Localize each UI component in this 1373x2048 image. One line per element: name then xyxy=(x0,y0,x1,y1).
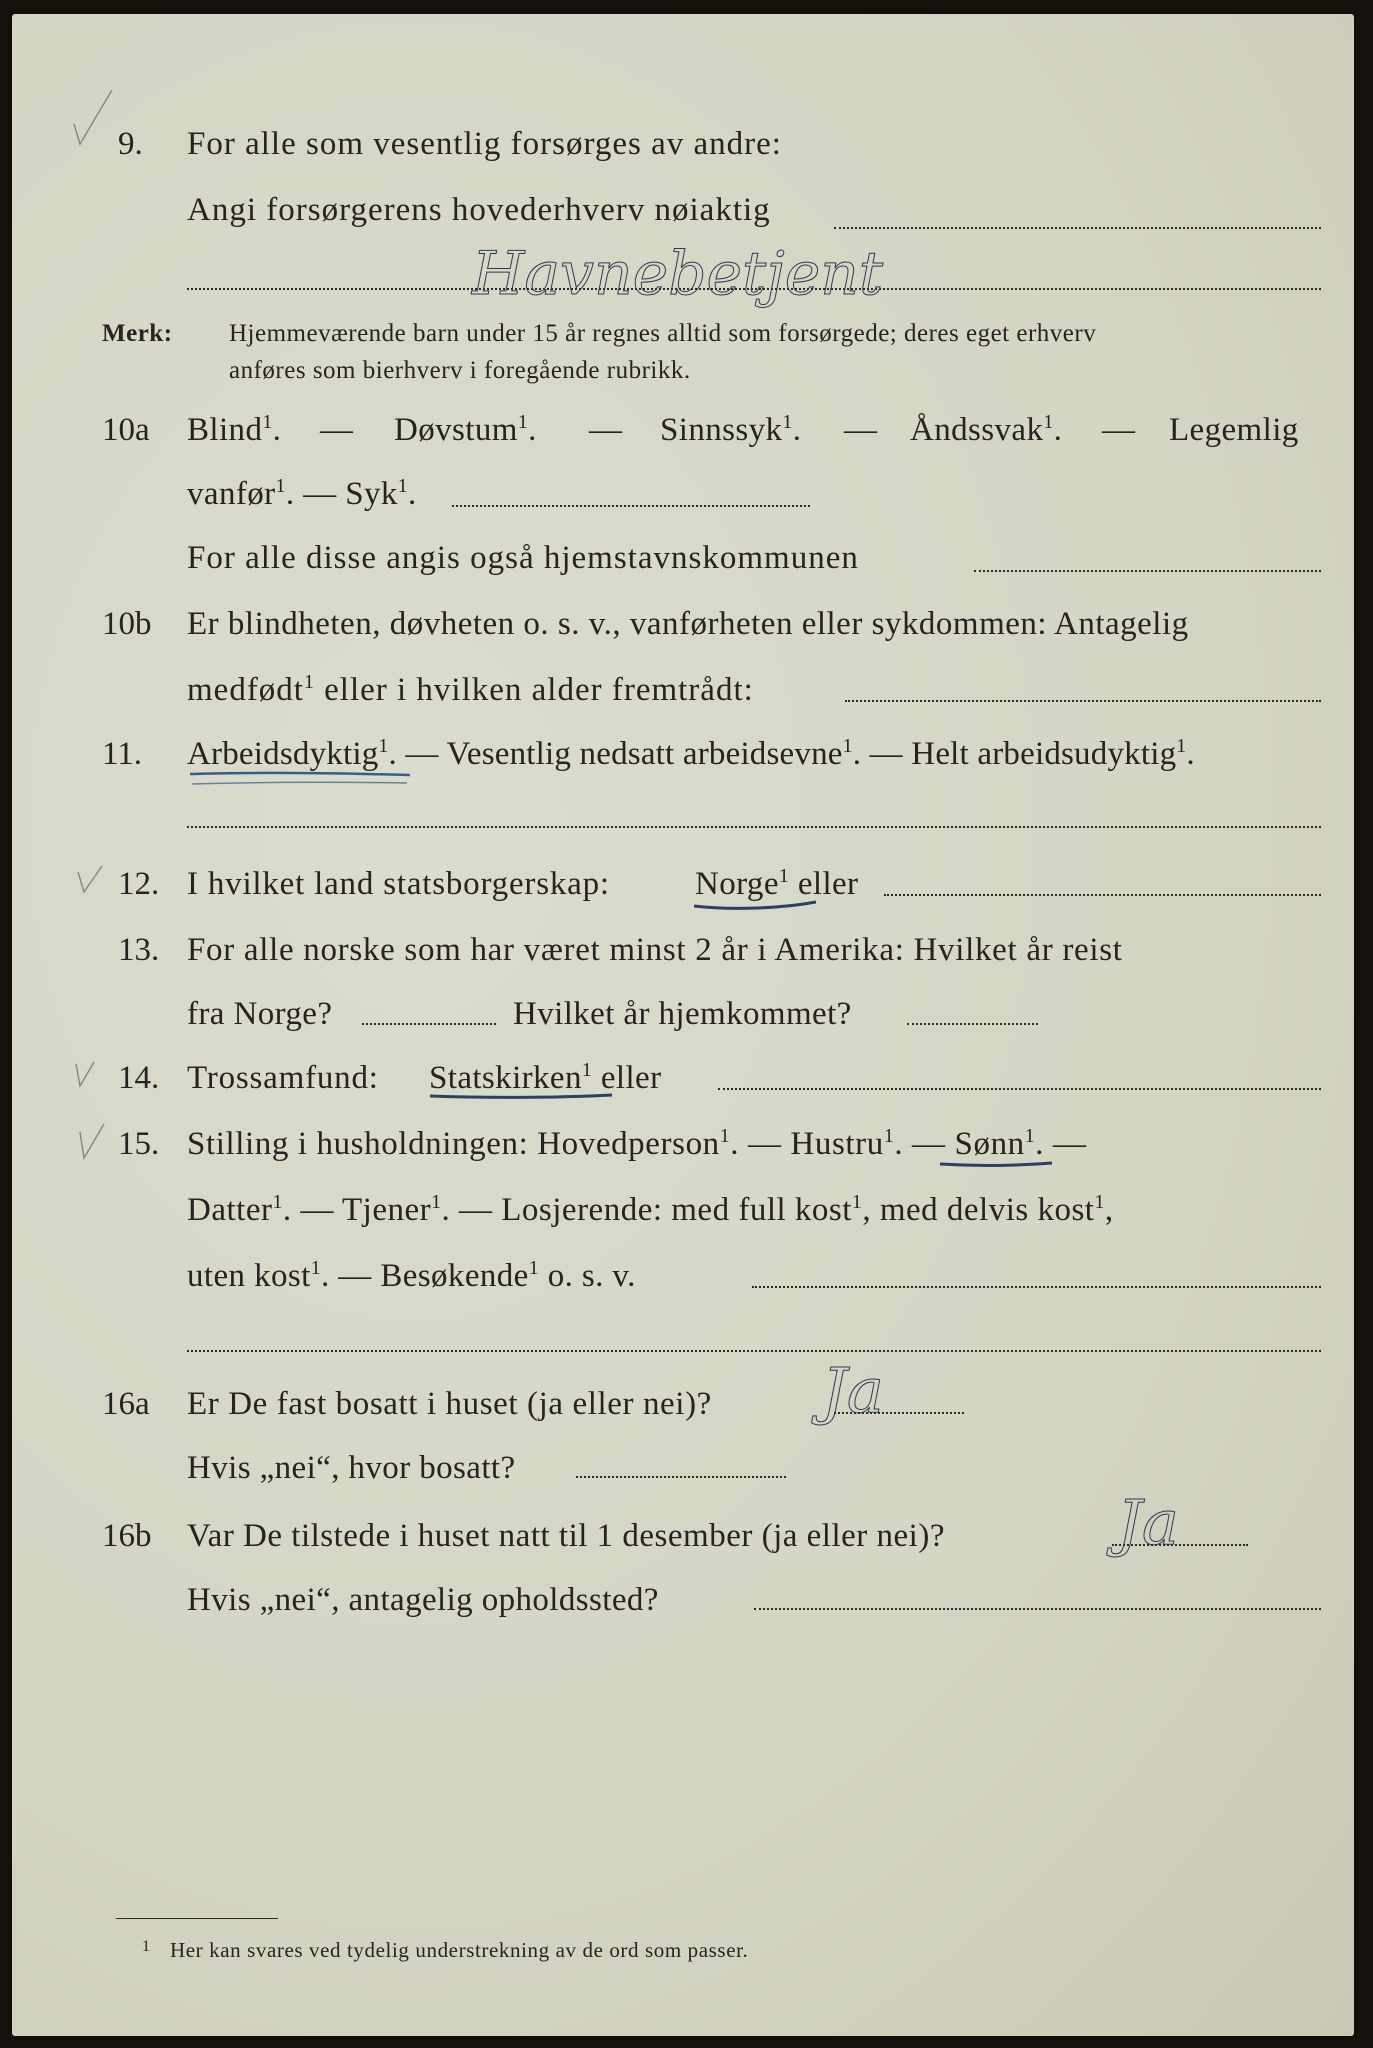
q10a-andssvak: Åndssvak$^1$. xyxy=(910,411,1063,448)
q13-fra: fra Norge? xyxy=(187,996,333,1032)
q10a-vanfor: vanfør$^1$. — Syk$^1$. xyxy=(187,475,417,512)
q15-line2: Datter$^1$. — Tjener$^1$. — Losjerende: med full kost$^1$, med delvis kost$^1$, xyxy=(187,1191,1114,1228)
q10a-legemlig: Legemlig xyxy=(1169,412,1299,448)
merk-line2: anføres som bierhverv i foregående rubrikk. xyxy=(229,357,691,384)
q10a-hjemstavn-line xyxy=(974,570,1321,572)
q15-check-mark xyxy=(74,1120,114,1170)
q13-reist-line xyxy=(362,1023,496,1025)
q13-number: 13. xyxy=(118,932,160,968)
footnote-rule xyxy=(116,1918,278,1919)
merk-label: Merk: xyxy=(102,320,173,347)
q10a-dash-3: — xyxy=(844,412,878,448)
q16b-answer-text: Ja xyxy=(1117,1486,1179,1559)
q9-answer-line-1 xyxy=(834,227,1321,229)
q10a-dovstum: Døvstum$^1$. xyxy=(394,411,537,448)
q16b-handwritten-answer xyxy=(1072,1484,1272,1614)
q16b-line1: Var De tilstede i huset natt til 1 desember (ja eller nei)? xyxy=(187,1518,945,1554)
q10b-line1: Er blindheten, døvheten o. s. v., vanførheten eller sykdommen: Antagelig xyxy=(187,606,1189,642)
q12-number: 12. xyxy=(118,866,160,902)
q15-line1: Stilling i husholdningen: Hovedperson$^1$. — Hustru$^1$. — Sønn$^1$. — xyxy=(187,1125,1087,1162)
q9-handwritten-answer xyxy=(452,232,1352,322)
q12-text: I hvilket land statsborgerskap: xyxy=(187,866,610,902)
q9-line2: Angi forsørgerens hovederhverv nøiaktig xyxy=(187,192,771,228)
q14-answer-line xyxy=(718,1088,1321,1090)
q10a-dash-4: — xyxy=(1102,412,1136,448)
q13-hjem: Hvilket år hjemkommet? xyxy=(513,996,852,1032)
merk-line1: Hjemmeværende barn under 15 år regnes alltid som forsørgede; deres eget erhverv xyxy=(229,320,1097,347)
footnote-mark: 1 xyxy=(142,1938,151,1955)
q10b-number: 10b xyxy=(102,606,152,642)
footnote-text: Her kan svares ved tydelig understrekning av de ord som passer. xyxy=(170,1938,749,1962)
q9-answer-note: Havnekontor xyxy=(1012,254,1277,300)
q9-answer-text: Havnebetjent xyxy=(472,239,884,309)
q15-hustru: Hustru xyxy=(790,1126,884,1162)
q11-arbeidsdyktig: Arbeidsdyktig xyxy=(187,736,379,772)
q11-answer-line xyxy=(187,826,1321,828)
census-form-page xyxy=(12,14,1354,2036)
q16a-number: 16a xyxy=(102,1386,150,1422)
q10a-dash-2: — xyxy=(589,412,623,448)
q10a-line3: For alle disse angis også hjemstavnskommunen xyxy=(187,540,859,576)
q16a-line1: Er De fast bosatt i huset (ja eller nei)? xyxy=(187,1386,712,1422)
q15-number: 15. xyxy=(118,1126,160,1162)
q13-line1: For alle norske som har været minst 2 år i Amerika: Hvilket år reist xyxy=(187,932,1123,968)
q13-hjem-line xyxy=(907,1023,1038,1025)
q10a-number: 10a xyxy=(102,412,150,448)
q14-number: 14. xyxy=(118,1060,160,1096)
q16a-answer-text: Ja xyxy=(822,1354,884,1427)
q12-norge: Norge$^1$ eller xyxy=(695,865,859,902)
q9-answer-line-2 xyxy=(187,288,1321,290)
q16b-where-line xyxy=(754,1608,1321,1610)
q15-answer-line-2 xyxy=(187,1350,1321,1352)
q9-line1: For alle som vesentlig forsørges av andre: xyxy=(187,126,782,162)
q16a-handwritten-answer xyxy=(792,1354,992,1474)
q11-number: 11. xyxy=(102,736,143,772)
q16b-number: 16b xyxy=(102,1518,152,1554)
q10a-dash-1: — xyxy=(320,412,354,448)
q10a-sinnssyk: Sinnssyk$^1$. xyxy=(660,411,802,448)
q15-answer-line xyxy=(752,1286,1321,1288)
q10a-answer-line xyxy=(452,505,810,507)
q16a-where-line xyxy=(576,1476,786,1478)
q14-check-mark xyxy=(70,1054,110,1094)
q16b-line2: Hvis „nei“, antagelig opholdssted? xyxy=(187,1582,659,1618)
q9-number: 9. xyxy=(118,126,143,162)
q9-check-mark xyxy=(64,84,124,154)
q14-text: Trossamfund: xyxy=(187,1060,379,1096)
q11-line: Arbeidsdyktig$^1$. — Vesentlig nedsatt arbeidsevne$^1$. — Helt arbeidsudyktig$^1$. xyxy=(187,735,1195,772)
q12-answer-line xyxy=(884,894,1321,896)
q16b-answer-line xyxy=(1112,1544,1248,1546)
q15-line3: uten kost$^1$. — Besøkende$^1$ o. s. v. xyxy=(187,1257,636,1294)
q10a-blind: Blind$^1$. xyxy=(187,411,282,448)
q16a-line2: Hvis „nei“, hvor bosatt? xyxy=(187,1450,516,1486)
q10b-answer-line xyxy=(845,700,1321,702)
q12-check-mark xyxy=(72,860,112,900)
q10b-line2: medfødt$^1$ eller i hvilken alder fremtrådt: xyxy=(187,671,754,708)
q16a-answer-line xyxy=(834,1412,964,1414)
q14-statskirken: Statskirken$^1$ eller xyxy=(429,1059,662,1096)
